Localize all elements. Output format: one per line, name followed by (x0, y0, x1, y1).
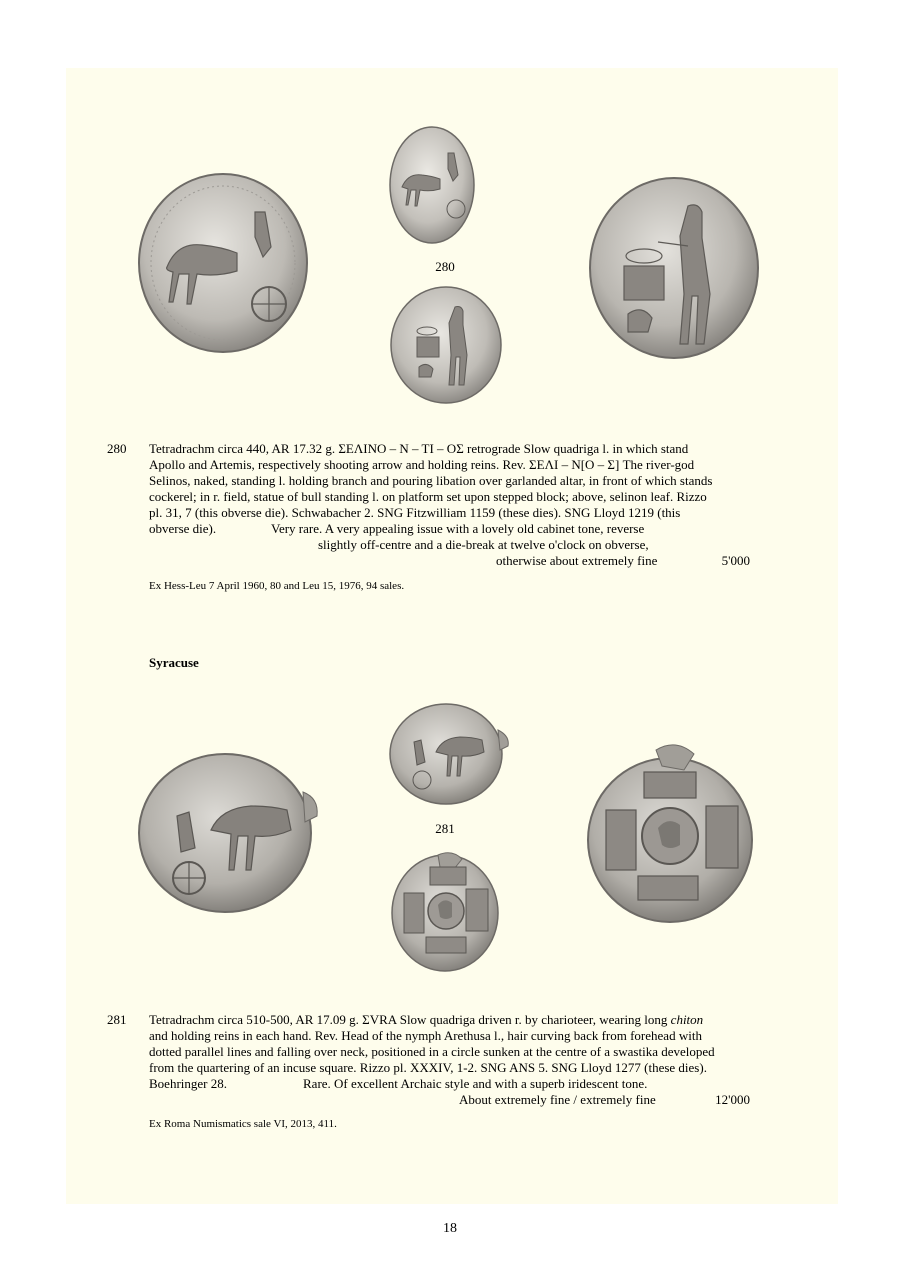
provenance-280: Ex Hess-Leu 7 April 1960, 80 and Leu 15, 1976, 94 sales. (149, 580, 405, 592)
plate-label-281: 281 (435, 821, 455, 836)
desc-line: and holding reins in each hand. Rev. Head of the nymph Arethusa l., hair curving back from forehead with (149, 1028, 702, 1043)
provenance-281: Ex Roma Numismatics sale VI, 2013, 411. (149, 1118, 337, 1130)
coin-281-obverse-small (388, 702, 512, 806)
desc-line: Selinos, naked, standing l. holding branch and pouring libation over garlanded altar, in front of which stands (149, 473, 713, 488)
coin-280-obverse-small (388, 125, 476, 245)
lot-number-281: 281 (107, 1012, 127, 1027)
lot-number-280: 280 (107, 441, 127, 456)
coin-280-reverse-small (389, 285, 503, 405)
desc-line: dotted parallel lines and falling over neck, positioned in a circle sunken at the centre of a swastika developed (149, 1044, 715, 1059)
coin-281-obverse-large (137, 752, 321, 914)
desc-line-first (149, 1012, 750, 1028)
remark-line: Rare. Of excellent Archaic style and with a superb iridescent tone. (303, 1076, 648, 1091)
coin-281-reverse-small (390, 849, 502, 973)
desc-line: Apollo and Artemis, respectively shooting arrow and holding reins. Rev. ΣΕΛΙ – Ν[Ο – Σ] The river-god (149, 457, 695, 472)
coin-281-reverse-large (586, 740, 758, 924)
plate-label-280: 280 (435, 259, 455, 274)
desc-line: Tetradrachm circa 440, AR 17.32 g. ΣΕΛΙΝΟ – Ν – ΤΙ – ΟΣ retrograde Slow quadriga l. in which stand (149, 441, 689, 456)
page-number: 18 (443, 1221, 457, 1236)
remark-line: otherwise about extremely fine (496, 553, 658, 568)
lot-description-280 (149, 441, 750, 521)
desc-line-last: obverse die). (149, 521, 217, 536)
desc-line: from the quartering of an incuse square. Rizzo pl. XXXIV, 1-2. SNG ANS 5. SNG Lloyd 1277 (these dies). (149, 1060, 707, 1075)
coin-280-reverse-large (588, 176, 760, 360)
desc-line: cockerel; in r. field, statue of bull standing l. on platform set upon stepped block; above, selinon leaf. Rizzo (149, 489, 707, 504)
lot-price-280: 5'000 (721, 553, 750, 568)
lot-description-281 (149, 1012, 750, 1076)
coin-280-obverse-large (137, 172, 309, 354)
section-heading: Syracuse (149, 655, 199, 670)
lot-price-281: 12'000 (715, 1092, 750, 1107)
remark-line: slightly off-centre and a die-break at twelve o'clock on obverse, (318, 537, 649, 552)
remark-line: About extremely fine / extremely fine (459, 1092, 656, 1107)
desc-italic: chiton (670, 1012, 704, 1027)
desc-line: pl. 31, 7 (this obverse die). Schwabacher 2. SNG Fitzwilliam 1159 (these dies). SNG Lloyd 1219 (this (149, 505, 681, 520)
remark-line: Very rare. A very appealing issue with a lovely old cabinet tone, reverse (271, 521, 645, 536)
desc-line-last: Boehringer 28. (149, 1076, 227, 1091)
desc-text: Tetradrachm circa 510-500, AR 17.09 g. ΣVRA Slow quadriga driven r. by charioteer, wearing long (149, 1012, 671, 1027)
